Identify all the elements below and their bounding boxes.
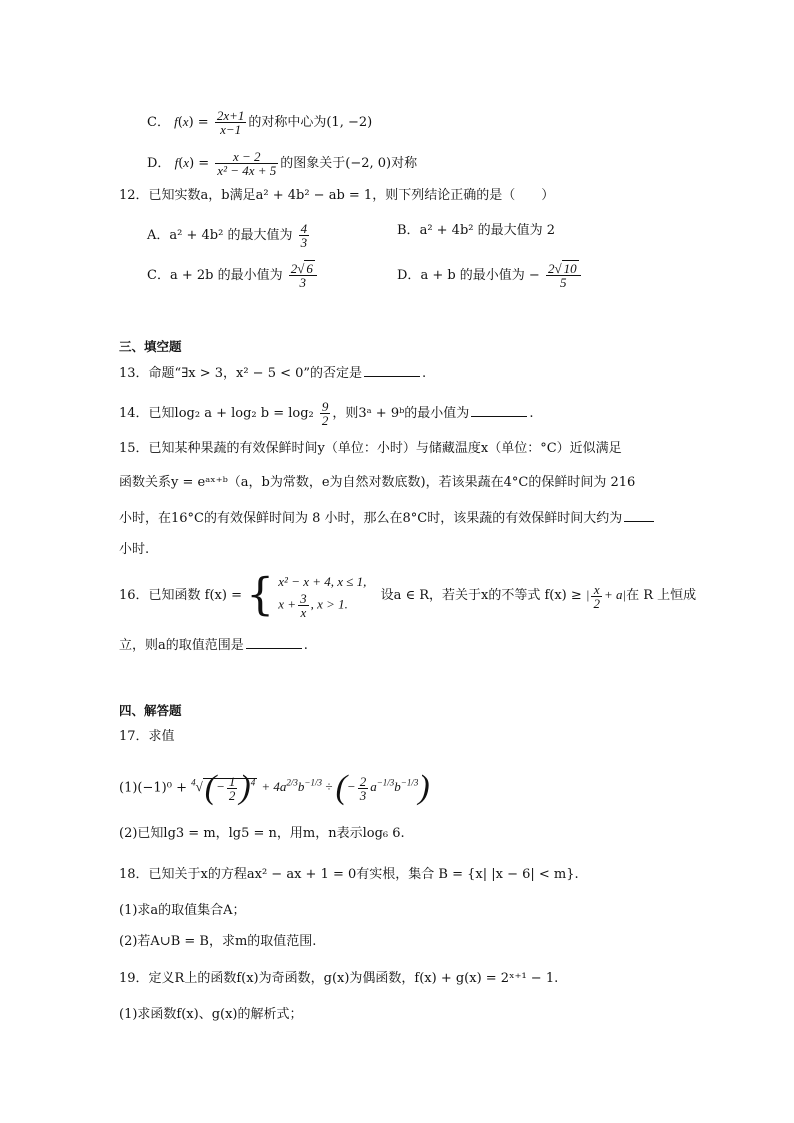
q16: 16．已知函数 f(x) = { x² − x + 4, x ≤ 1, x + $\frac{3}{x}$ , x > 1. 设a ∈ R，若关于x的不等式 f(x) ≥ | $\frac{x}{2}$ + a|在 R 上恒成 [119, 569, 697, 621]
q18-part1: (1)求a的取值集合A； [119, 903, 246, 918]
q12-a-fraction: $\frac{4}{3}$ [300, 221, 308, 250]
q15-line2: 函数关系y = eᵃˣ⁺ᵇ（a，b为常数，e为自然对数底数)，若该果蔬在4°C的保鲜时间为 216 [119, 475, 636, 490]
q18-stem: 18．已知关于x的方程ax² − ax + 1 = 0有实根，集合 B = {x| |x − 6| < m}. [119, 867, 579, 882]
piecewise-brace: { [246, 569, 275, 621]
q18-part2: (2)若A∪B = B，求m的取值范围. [119, 934, 317, 949]
q13-answer-blank[interactable] [364, 364, 420, 377]
q16-abs-expression: | $\frac{x}{2}$ + a| [585, 581, 627, 611]
q15-line4: 小时. [119, 542, 150, 557]
q17-stem: 17．求值 [119, 729, 175, 744]
q12-stem: 12．已知实数a，b满足a² + 4b² − ab = 1，则下列结论正确的是（ ） [119, 188, 555, 203]
section-fill-in-title: 三、填空题 [119, 339, 182, 354]
q16-line2: 立，则a的取值范围是 . [119, 638, 308, 653]
q11-option-c: C． f(x) = $\frac{2x+1}{x-1}$ 的对称中心为(1, −2) [147, 108, 373, 137]
q16-piecewise-cases: x² − x + 4, x ≤ 1, x + $\frac{3}{x}$ , x > 1. [278, 574, 367, 620]
q19-stem: 19．定义R上的函数f(x)为奇函数，g(x)为偶函数，f(x) + g(x) = 2ˣ⁺¹ − 1. [119, 971, 559, 986]
q17-part1: (1)(−1)⁰ + $^4$√(− $\frac{1}{2}$ )$^4 + 4a^{2/3}b^{-1/3}$ ÷ (− $\frac{2}{3}$ $a^{-1/3}b^{-1/3}$) [119, 769, 430, 807]
q14-fraction: $\frac{9}{2}$ [321, 399, 329, 428]
q11-c-formula: f [174, 114, 178, 129]
q15-line1: 15．已知某种果蔬的有效保鲜时间y（单位：小时）与储藏温度x（单位：°C）近似满足 [119, 441, 622, 456]
q15-answer-blank[interactable] [624, 509, 654, 522]
q13: 13．命题“∃x > 3，x² − 5 < 0”的否定是 . [119, 366, 427, 381]
q17-root-expression: $^4$√(− $\frac{1}{2}$ )$^4$ [191, 769, 256, 807]
q19-part1: (1)求函数f(x)、g(x)的解析式； [119, 1007, 303, 1022]
q12-c-fraction: $\frac{2√ 6}{3}$ [289, 262, 317, 289]
q12-option-a: A．a² + 4b² 的最大值为 $\frac{4}{3}$ [147, 221, 308, 250]
q14: 14．已知log₂ a + log₂ b = log₂ $\frac{9}{2}$ ，则3ᵃ + 9ᵇ的最小值为 . [119, 399, 534, 428]
section-answer-title: 四、解答题 [119, 703, 182, 718]
q11-d-fraction: $\frac{x - 2}{\text{x² − 4x + 5}}$ [217, 149, 277, 178]
q12-d-fraction: $\frac{2√ 10}{5}$ [546, 262, 581, 289]
q15-line3: 小时，在16°C的有效保鲜时间为 8 小时，那么在8°C时，该果蔬的有效保鲜时间大约为 [119, 509, 656, 528]
q11-option-d: D． f(x) = $\frac{x - 2}{\text{x² − 4x + 5}}$ 的图象关于(−2, 0)对称 [147, 149, 418, 178]
q12-option-c: C．a + 2b 的最小值为 $\frac{2√ 6}{3}$ [147, 262, 319, 289]
q17-part2: (2)已知lg3 = m，lg5 = n，用m，n表示log₆ 6. [119, 826, 405, 841]
q12-option-b: B．a² + 4b² 的最大值为 2 [397, 223, 556, 238]
q11-c-fraction: $\frac{2x+1}{x-1}$ [216, 108, 245, 137]
q16-answer-blank[interactable] [246, 636, 302, 649]
q12-option-d: D．a + b 的最小值为 − $\frac{2√ 10}{5}$ [397, 262, 583, 289]
q14-answer-blank[interactable] [471, 404, 527, 417]
q17-product: + $4a^{2/3}b^{-1/3}$ ÷ (− $\frac{2}{3}$ $a^{-1/3}b^{-1/3}$) [261, 769, 430, 807]
